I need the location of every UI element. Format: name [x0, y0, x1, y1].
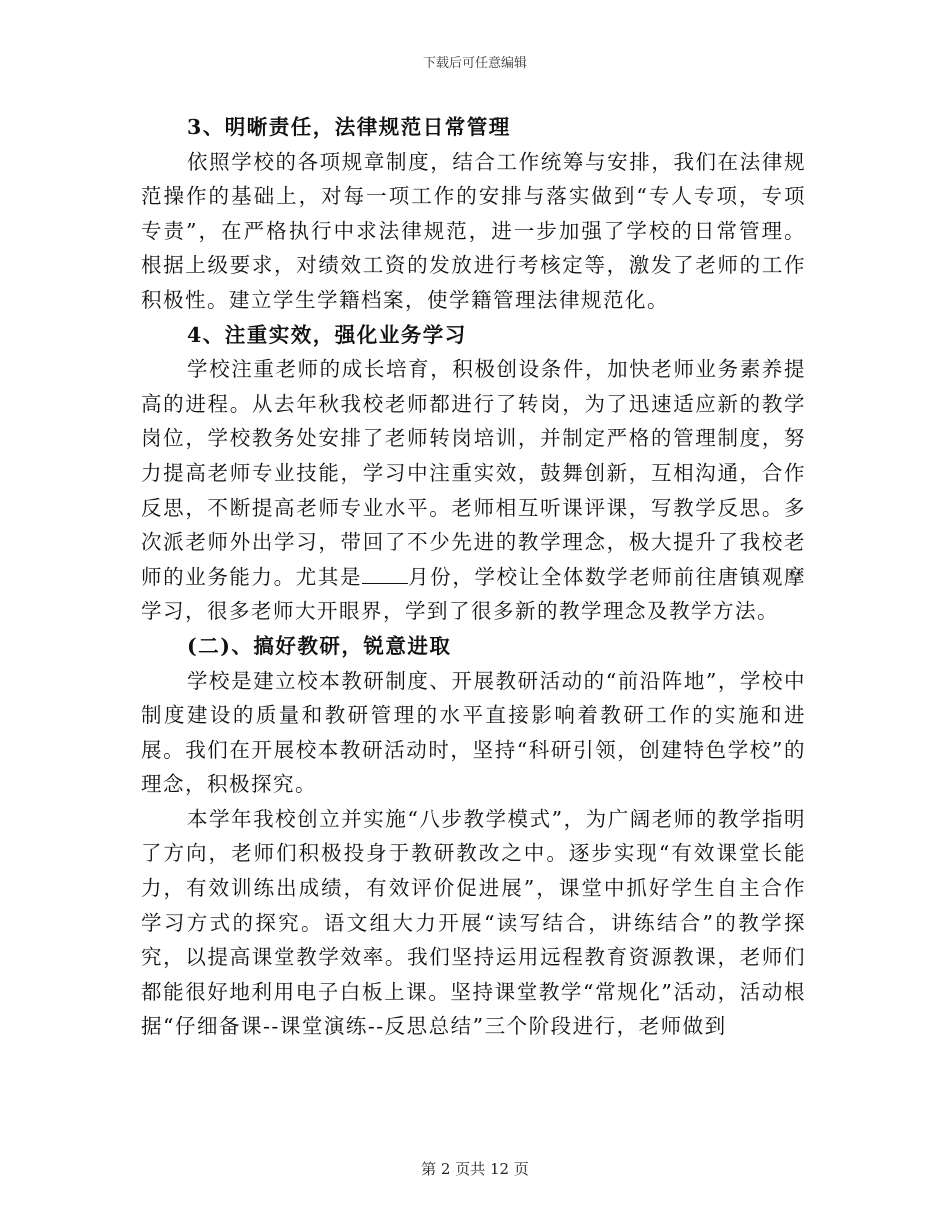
paragraph-text-after-blank: 月份，学校让全体数学老师前往唐镇观摩学习，很多老师大开眼界，学到了很多新的教学理念及教学方法。: [141, 564, 807, 624]
paragraph-business-study: [141, 352, 806, 629]
paragraph-teaching-model: 本学年我校创立并实施“八步教学模式”，为广阔老师的教学指明了方向，老师们积极投身于教研教改之中。逐步实现“有效课堂长能力，有效训练出成绩，有效评价促进展”，课堂中抓好学生自主合作学习方式的探究。语文组大力开展“读写结合，讲练结合”的教学探究，以提高课堂教学效率。我们坚持运用远程教育资源教课，老师们都能很好地利用电子白板上课。坚持课堂教学“常规化”活动，活动根据“仔细备课--课堂演练--反思总结”三个阶段进行，老师做到: [141, 806, 806, 1039]
paragraph-text-before-blank: 学校注重老师的成长培育，积极创设条件，加快老师业务素养提高的进程。从去年秋我校老师都进行了转岗，为了迅速适应新的教学岗位，学校教务处安排了老师转岗培训，并制定严格的管理制度，努力提高老师专业技能，学习中注重实效，鼓舞创新，互相沟通，合作反思，不断提高老师专业水平。老师相互听课评课，写教学反思。多次派老师外出学习，带回了不少先进的教学理念，极大提升了我校老师的业务能力。尤其是: [141, 357, 806, 589]
page-header: 下载后可任意编辑: [422, 56, 527, 71]
section-heading-3: 3、明晰责任，法律规范日常管理: [187, 115, 511, 139]
document-body: [141, 110, 806, 1044]
section-heading-4: 4、注重实效，强化业务学习: [187, 322, 467, 347]
paragraph-research-frontline: 学校是建立校本教研制度、开展教研活动的“前沿阵地”，学校中制度建设的质量和教研管理的水平直接影响着教研工作的实施和进展。我们在开展校本教研活动时，坚持“科研引领，创建特色学校”的理念，积极探究。: [141, 668, 806, 797]
page-number-footer: 第 2 页共 12 页: [421, 1160, 529, 1178]
blank-underline: [362, 563, 408, 584]
section-heading-research: (二)、搞好教研，锐意进取: [187, 633, 452, 658]
paragraph-responsibility: 依照学校的各项规章制度，结合工作统筹与安排，我们在法律规范操作的基础上，对每一项工作的安排与落实做到“专人专项，专项专责”，在严格执行中求法律规范，进一步加强了学校的日常管理。根据上级要求，对绩效工资的发放进行考核定等，激发了老师的工作积极性。建立学生学籍档案，使学籍管理法律规范化。: [141, 149, 806, 312]
